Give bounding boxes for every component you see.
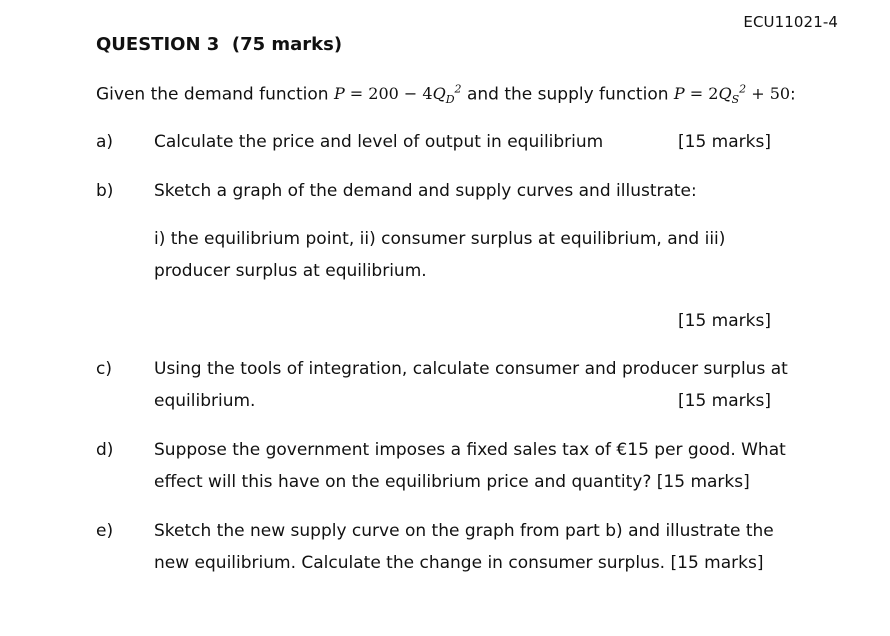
part-a-letter: a)	[96, 132, 114, 152]
part-e-line1: Sketch the new supply curve on the graph from part b) and illustrate the	[154, 521, 774, 541]
part-c-letter: c)	[96, 359, 112, 379]
intro-text-middle: and the supply function	[466, 84, 674, 105]
part-b-letter: b)	[96, 181, 114, 201]
question-title: QUESTION 3 (75 marks)	[96, 34, 343, 55]
course-code: ECU11021-4	[743, 13, 838, 31]
supply-eq-sub: S	[731, 93, 740, 107]
part-a-text: Calculate the price and level of output in equilibrium	[154, 132, 604, 152]
part-d-line2: effect will this have on the equilibrium price and quantity? [15 marks]	[154, 472, 750, 492]
part-b-subitems-line1: i) the equilibrium point, ii) consumer surplus at equilibrium, and iii)	[154, 229, 726, 249]
supply-eq-sup: 2	[739, 83, 747, 96]
supply-eq-lhs: P	[673, 84, 685, 104]
supply-eq-tail: + 50	[746, 84, 791, 104]
part-e-line2: new equilibrium. Calculate the change in consumer surplus. [15 marks]	[154, 553, 764, 573]
demand-eq-sub: D	[445, 93, 455, 107]
part-d-line1: Suppose the government imposes a fixed sales tax of €15 per good. What	[154, 440, 786, 460]
part-c-marks: [15 marks]	[678, 391, 771, 411]
demand-eq-rhs: = 200 − 4	[344, 84, 433, 104]
demand-equation	[333, 83, 462, 107]
part-c-line2: equilibrium.	[154, 391, 256, 411]
demand-eq-var: Q	[432, 84, 446, 104]
part-c-line1: Using the tools of integration, calculate consumer and producer surplus at	[154, 359, 788, 379]
part-b-subitems-line2: producer surplus at equilibrium.	[154, 261, 427, 281]
question-intro	[96, 83, 796, 107]
part-e-letter: e)	[96, 521, 114, 541]
part-b-text: Sketch a graph of the demand and supply curves and illustrate:	[154, 181, 697, 201]
intro-text-after: :	[790, 84, 796, 105]
supply-equation	[673, 83, 791, 107]
demand-eq-sup: 2	[454, 83, 462, 96]
part-a-marks: [15 marks]	[678, 132, 771, 152]
supply-eq-rhs: = 2	[684, 84, 719, 104]
part-d-letter: d)	[96, 440, 114, 460]
supply-eq-var: Q	[718, 84, 732, 104]
part-b-marks: [15 marks]	[678, 311, 771, 331]
intro-text-before: Given the demand function	[96, 84, 334, 105]
demand-eq-lhs: P	[333, 84, 345, 104]
